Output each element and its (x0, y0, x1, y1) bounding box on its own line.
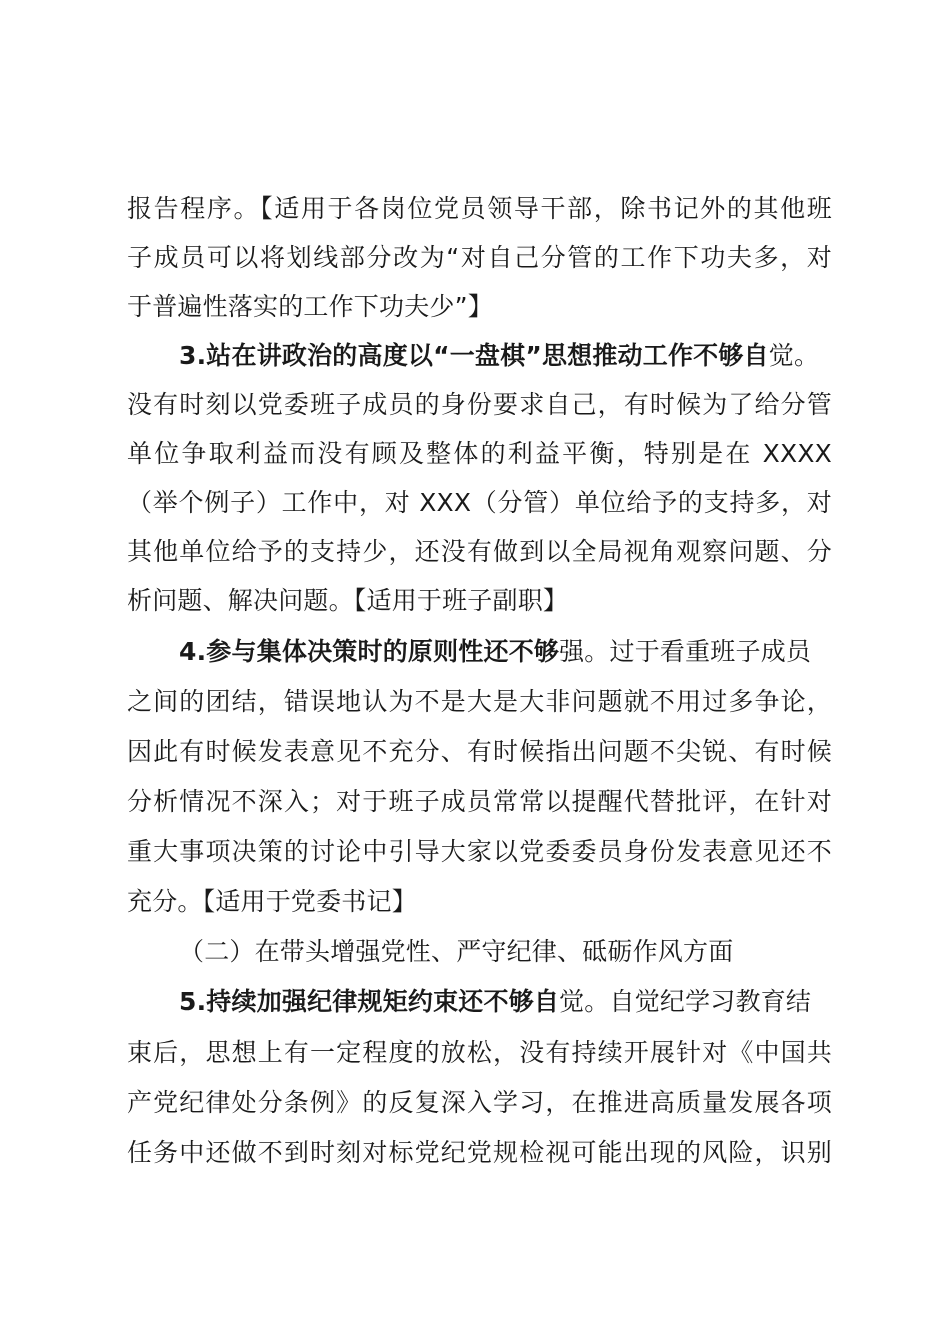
paragraph-line: 之间的团结，错误地认为不是大是大非问题就不用过多争论， (127, 687, 832, 716)
paragraph-line: 产党纪律处分条例》的反复深入学习，在推进高质量发展各项 (127, 1088, 832, 1117)
paragraph-line: 任务中还做不到时刻对标党纪党规检视可能出现的风险，识别 (127, 1138, 832, 1167)
item-heading-bold: 4.参与集体决策时的原则性还不够 (179, 637, 560, 666)
item-heading-bold: 3.站在讲政治的高度以“一盘棋”思想推动工作不够自 (179, 341, 769, 370)
item-heading-4: 4.参与集体决策时的原则性还不够强。过于看重班子成员 (179, 637, 812, 666)
paragraph-line: 报告程序。【适用于各岗位党员领导干部，除书记外的其他班 (127, 194, 832, 223)
paragraph-line: 重大事项决策的讨论中引导大家以党委委员身份发表意见还不 (127, 837, 832, 866)
item-heading-5: 5.持续加强纪律规矩约束还不够自觉。自觉纪学习教育结 (179, 987, 812, 1016)
item-heading-bold: 5.持续加强纪律规矩约束还不够自 (179, 987, 560, 1016)
paragraph-line: 没有时刻以党委班子成员的身份要求自己，有时候为了给分管 (127, 390, 832, 419)
paragraph-line: 因此有时候发表意见不充分、有时候指出问题不尖锐、有时候 (127, 737, 832, 766)
section-heading: （二）在带头增强党性、严守纪律、砥砺作风方面 (179, 937, 734, 966)
item-heading-3: 3.站在讲政治的高度以“一盘棋”思想推动工作不够自觉。 (179, 341, 820, 370)
paragraph-line: 于普遍性落实的工作下功夫少”】 (127, 292, 493, 321)
paragraph-line: 充分。【适用于党委书记】 (127, 887, 417, 916)
paragraph-line: 析问题、解决问题。【适用于班子副职】 (127, 586, 569, 615)
paragraph-line: 其他单位给予的支持少，还没有做到以全局视角观察问题、分 (127, 537, 832, 566)
paragraph-line: 子成员可以将划线部分改为“对自己分管的工作下功夫多，对 (127, 243, 832, 272)
paragraph-line: 束后，思想上有一定程度的放松，没有持续开展针对《中国共 (127, 1038, 832, 1067)
paragraph-line: 分析情况不深入；对于班子成员常常以提醒代替批评，在针对 (127, 787, 832, 816)
paragraph-line: 单位争取利益而没有顾及整体的利益平衡，特别是在 XXXX (127, 439, 832, 468)
paragraph-line: （举个例子）工作中，对 XXX（分管）单位给予的支持多，对 (127, 488, 832, 517)
